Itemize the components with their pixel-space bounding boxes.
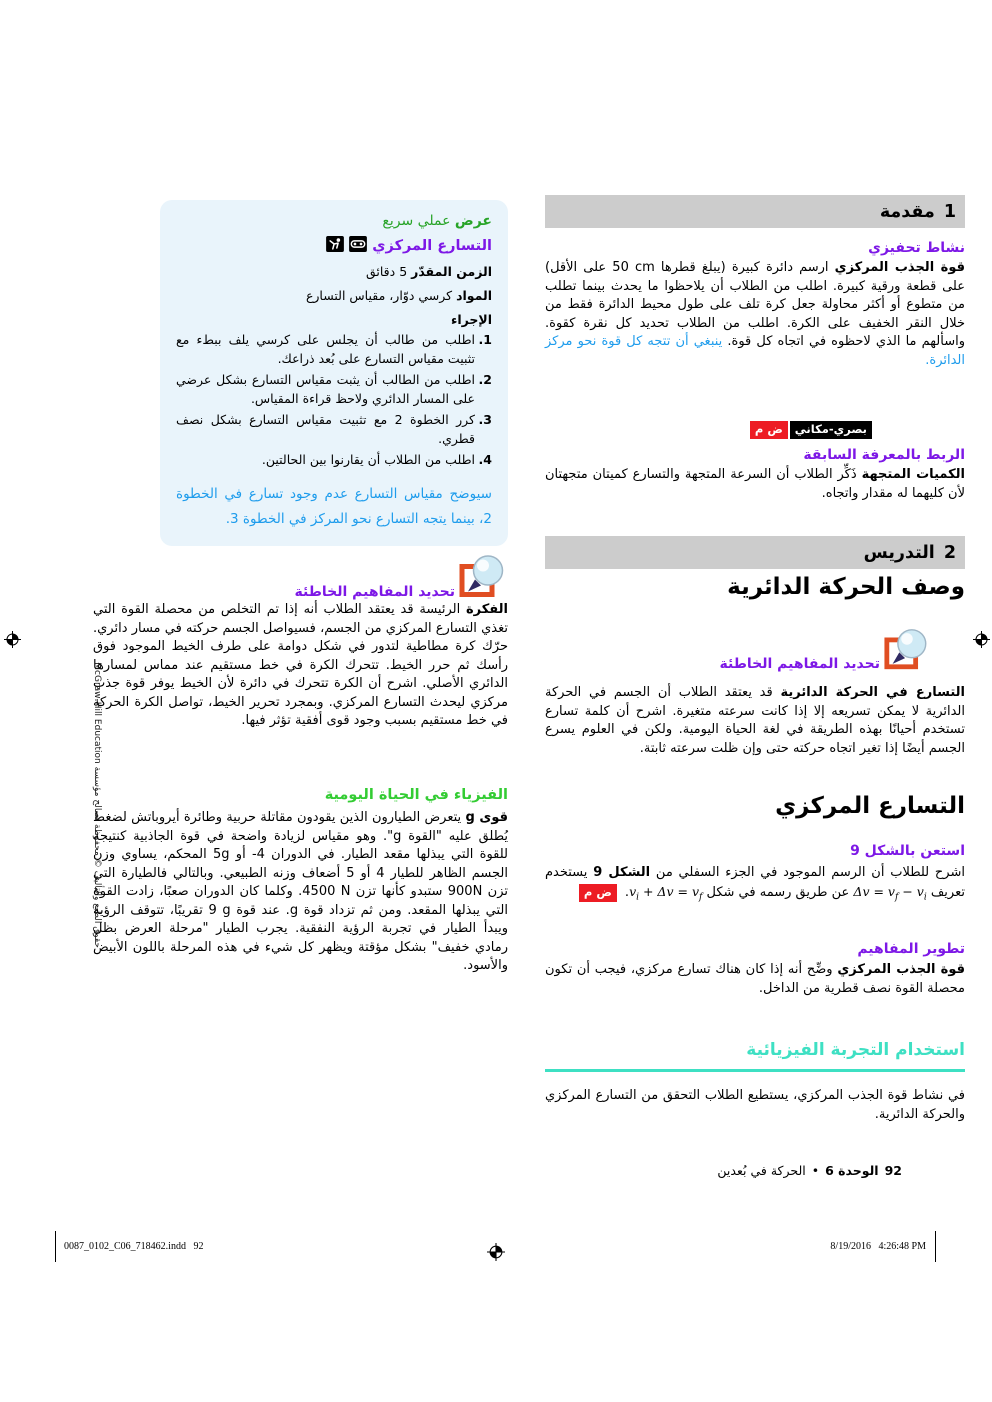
section-bar-introduction bbox=[545, 195, 965, 228]
develop-concepts-lead: قوة الجذب المركزي bbox=[837, 962, 965, 977]
activity-paragraph bbox=[545, 259, 965, 370]
crop-bar-left bbox=[55, 1231, 56, 1262]
magnifier-icon bbox=[458, 553, 508, 604]
chapter-title: الحركة في بُعدين bbox=[717, 1163, 806, 1178]
print-filename: 0087_0102_C06_718462.indd 92 bbox=[64, 1241, 204, 1252]
misconception-paragraph bbox=[545, 684, 965, 758]
section-title: مقدمة bbox=[879, 201, 935, 222]
demo-kicker-lead: عرض bbox=[454, 213, 492, 229]
misconception-heading: تحديد المفاهيم الخاطئة bbox=[719, 656, 880, 672]
figure9-text: . bbox=[620, 884, 630, 900]
unit-label: الوحدة 6 bbox=[825, 1163, 879, 1178]
main-idea-lead: الفكرة bbox=[465, 602, 508, 617]
standard-badge: ض م bbox=[579, 884, 617, 902]
demo-step-1: 1. اطلب من طالب أن يجلس على كرسي يلف ببطء مع تثبيت مقياس التسارع على بُعد ذراعك. bbox=[176, 332, 492, 366]
demo-step-3: 3. كرر الخطوة 2 مع تثبيت مقياس التسارع بشكل نصف قطري. bbox=[176, 412, 492, 446]
section-number: 2 bbox=[943, 542, 956, 563]
section-title: التدريس bbox=[863, 542, 935, 563]
prior-knowledge-lead: الكميات المتجهة bbox=[861, 467, 965, 482]
safety-goggles-icon bbox=[349, 236, 367, 256]
section-bar-teach bbox=[545, 536, 965, 569]
misconception-heading: تحديد المفاهيم الخاطئة bbox=[294, 584, 455, 600]
demo-title-row bbox=[176, 236, 492, 256]
prior-knowledge-paragraph bbox=[545, 466, 965, 503]
activity-heading: نشاط تحفيزي bbox=[868, 240, 965, 256]
misconception-paragraph bbox=[93, 601, 508, 731]
learning-style-badge: بصري-مكاني bbox=[790, 421, 872, 439]
figure9-text: اشرح للطلاب أن الرسم الموجود في الجزء السفلي من bbox=[650, 865, 965, 880]
activity-answer-text: ينبغي أن تتجه كل قوة نحو مركز الدائرة. bbox=[545, 334, 965, 368]
demo-expected-result: سيوضح مقياس التسارع عدم وجود تسارع في الخطوة 2، بينما يتجه التسارع نحو المركز في الخطوة 3. bbox=[176, 485, 492, 527]
figure9-ref: الشكل 9 bbox=[593, 865, 651, 880]
misconception-header bbox=[93, 553, 508, 604]
activity-lead: قوة الجذب المركزي bbox=[834, 260, 965, 275]
topic-title: التسارع المركزي bbox=[775, 793, 965, 819]
registration-crosshair-icon bbox=[487, 1243, 505, 1265]
demo-kicker bbox=[176, 213, 492, 229]
section-number: 1 bbox=[943, 201, 956, 222]
magnifier-icon bbox=[883, 627, 931, 676]
misconception-lead: التسارع في الحركة الدائرية bbox=[780, 685, 965, 700]
print-timestamp: 8/19/2016 4:26:48 PM bbox=[830, 1241, 926, 1252]
activity-body: ارسم دائرة كبيرة (يبلغ قطرها ‪50 cm‬ على الأقل) على قطعة ورقية كبيرة. اطلب من الطلاب أن يلاحظوا ما يحدث بينما تطلب من متطوع أو أكثر محاولة جعل كرة تلف على طول محيط الدائرة فقط من خلال النقر الخفيف على الكرة. اطلب من الطلاب تحديد كل نقرة كقوة. واسألهم ما الذي لاحظوه في اتجاه كل قوة. bbox=[545, 260, 965, 349]
standard-badge: ض م bbox=[750, 421, 788, 439]
demo-steps bbox=[176, 331, 492, 470]
page-number: 92 bbox=[884, 1163, 902, 1178]
footer-separator: • bbox=[811, 1163, 820, 1178]
g-forces-lead: قوى g bbox=[465, 810, 508, 825]
figure9-text: يستخدم تعريف bbox=[545, 865, 965, 900]
misconception-body: قد يعتقد الطلاب أنه إذا تم التخلص من محصلة القوة التي تغذي التسارع المركزي من الجسم، فسيواصل الجسم حركته في مسار دائري. حرّك كرة مطاطية لتدور في شكل دوامة على طرف الخيط الموجود فوق رأسك ثم حرر الخيط. تتحرك الكرة في خط مستقيم عند مماس لمسارها الدائري الأصلي. اشرح أن الكرة تتحرك في دائرة لأن الخيط يوفر قوة جذب مركزي ليحدث التسارع المركزي. وبمجرد تحرير الخيط، تواصل الكرة الحركة في خط مستقيم بسبب وجود قوى أفقية تؤثر فيها. bbox=[93, 602, 508, 728]
delta-v-formula: $\Delta v = v_f - v_i$ bbox=[853, 883, 927, 902]
registration-crosshair-icon bbox=[973, 631, 990, 652]
misconception-header bbox=[720, 627, 932, 676]
page-footer bbox=[717, 1163, 902, 1178]
demo-time: الزمن المقدّر 5 دقائق bbox=[365, 264, 492, 279]
physics-lab-heading: استخدام التجربة الفيزيائية bbox=[545, 1040, 965, 1072]
misconception-body: قد يعتقد الطلاب أن الجسم في الحركة الدائرية لا يمكن تسريعه إلا إذا كانت سرعته متغيرة. اشرح أن كلمة تسارع تستخدم أحيانًا بهذه الطريقة في لغة الحياة اليومية. ولكن في العلوم يسرع الجسم أيضًا إذا تغير اتجاه حركته حتى وإن ظلت سرعته ثابتة. bbox=[545, 685, 965, 756]
g-forces-body: يتعرض الطيارون الذين يقودون مقاتلة حربية وطائرة أيروباتش لضغط يُطلق عليه "القوة g". وهو مقياس لزيادة واضحة في قوة الجاذبية كنتيجة للقوة التي يبذلها مقعد الطيار. في الدوران ‪-4‬ أو ‪5g‬ المحكم، يساوي وزن الجسم الظاهر للطيار 4 أو 5 أضعاف وزنه الطبيعي. وبالتالي فالطيارة التي تزن ‪900N‬ ستبدو كأنها تزن ‪4500 N‬. وكلما كان الدوران صعبًا، زادت القوة التي يبذلها المقعد. ومن ثم تزداد قوة g. عند قوة ‪9 g‬ تقريبًا، تتوقف الرؤية ويبدأ الطيار في تجربة الرؤية النفقية. يجرب الطيار "مرحلة العرض بظل رمادي خفيف" بشكل مؤقتة ويظهر كل شيء في هذه المرحلة باللون الأبيض والأسود. bbox=[93, 810, 509, 973]
develop-concepts-body: وضِّح أنه إذا كان هناك تسارع مركزي، فيجب أن تكون محصلة القوة نصف قطرية من الداخل. bbox=[545, 962, 965, 996]
vector-sum-formula: $v_i + \Delta v = v_f$ bbox=[629, 883, 703, 902]
develop-concepts-paragraph bbox=[545, 961, 965, 998]
figure9-paragraph bbox=[545, 864, 965, 907]
quick-demo-box bbox=[160, 200, 508, 546]
everyday-physics-heading: الفيزياء في الحياة اليومية bbox=[324, 787, 508, 803]
figure9-heading: استعن بالشكل 9 bbox=[850, 843, 965, 859]
physics-lab-paragraph: في نشاط قوة الجذب المركزي، يستطيع الطلاب التحقق من التسارع المركزي والحركة الدائرية. bbox=[545, 1088, 965, 1122]
demo-procedure-label: الإجراء bbox=[450, 312, 492, 327]
develop-concepts-heading: تطوير المفاهيم bbox=[857, 941, 965, 957]
textbook-page: 1 مقدمة نشاط تحفيزي قوة الجذب المركزي ارسم دائرة كبيرة (يبلغ قطرها ‪50 cm‬ على الأقل) على قطعة ورقية كبيرة. اطلب من الطلاب أن يلاحظوا ما يحدث بينما تطلب من متطوع أو أكثر محاولة جعل كرة تلف على طول محيط الدائرة فقط من خلال النقر الخفيف على الكرة. اطلب من الطلاب تحديد كل نقرة كقوة. واسألهم ما الذي لاحظوه في اتجاه كل قوة. ينبغي أن تتجه كل قوة نحو مركز الدائرة. بصري-مكاني ض م الربط بالمعرفة السابقة الكميات المتجهة ذَكِّر الطلاب أن السرعة المتجهة والتسارع كميتان متجهتان لأن كليهما له مقدار واتجاه. 2 التدريس وصف الحركة الدائرية تحديد المفاهيم الخاطئة التسارع في الحركة الدائرية قد يعتقد الطلاب أن الجسم في الحركة الدائرية لا يمكن تسريعه إلا إذا كانت سرعته متغيرة. اشرح أن كلمة تسارع تستخدم أحيانًا بهذه الطريقة في لغة الحياة اليومية. ولكن في العلوم يسرع الجسم أيضًا إذا تغير اتجاه حركته حتى وإن ظلت سرعته ثابتة. التسارع المركزي استعن بالشكل 9 اشرح للطلاب أن الرسم الموجود في الجزء السفلي من الشكل 9 يستخدم تعريف $\Delta v = v_f - v_i$ عن طريق رسمه في شكل $v_i + \Delta v = v_f$. ض م تطوير المفاهيم قوة الجذب المركزي وضِّح أنه إذا كان هناك تسارع مركزي، فيجب أن تكون محصلة القوة نصف قطرية من الداخل. استخدام التجربة الفيزيائية في نشاط قوة الجذب المركزي، يستطيع الطلاب التحقق من التسارع المركزي والحركة الدائرية. عرض عملي سريع التسارع المركزي الزمن المقدّر 5 دقائق المواد كرسي دوّار، مقياس التسارع الإجراء 1. اطلب من طالب أن يجلس على كرسي يلف ببطء مع تثبيت مقياس التسارع على بُعد ذراعك. 2. اطلب من الطالب أن يثبت مقياس التسارع بشكل عرضي على المسار الدائري ولاحظ قراءة المقياس. 3. كرر الخطوة 2 مع تثبيت مقياس التسارع بشكل نصف قطري. 4. اطلب من الطلاب أن يقارنوا بين الحالتين. سيوضح مقياس التسارع عدم وجود تسارع في الخطوة 2، بينما يتجه التسارع نحو المركز في الخطوة 3. تحديد المفاهيم الخاطئة الفكرة الرئيسة قد يعتقد الطلاب أنه إذا تم التخلص من محصلة القوة التي تغذي التسارع المركزي من الجسم، فسيواصل الجسم حركته في مسار دائري. حرّك كرة مطاطية لتدور في شكل دوامة على طرف الخيط الموجود فوق رأسك ثم حرر الخيط. تتحرك الكرة في خط مستقيم عند مماس لمسارها الدائري الأصلي. اشرح أن الكرة تتحرك في دائرة لأن الخيط يوفر قوة جذب مركزي ليحدث التسارع المركزي. وبمجرد تحرير الخيط، تواصل الكرة الحركة في خط مستقيم بسبب وجود قوى أفقية تؤثر فيها. الفيزياء في الحياة اليومية قوى g يتعرض الطيارون الذين يقودون مقاتلة حربية وطائرة أيروباتش لضغط يُطلق عليه "القوة g". وهو مقياس لزيادة واضحة في قوة الجاذبية كنتيجة للقوة التي يبذلها مقعد الطيار. في الدوران ‪-4‬ أو ‪5g‬ المحكم، يساوي وزن الجسم الظاهر للطيار 4 أو 5 أضعاف وزنه الطبيعي. وبالتالي فالطيارة التي تزن ‪900N‬ ستبدو كأنها تزن ‪4500 N‬. وكلما كان الدوران صعبًا، زادت القوة التي يبذلها المقعد. ومن ثم تزداد قوة g. عند قوة ‪9 g‬ تقريبًا، تتوقف الرؤية ويبدأ الطيار في تجربة الرؤية النفقية. يجرب الطيار "مرحلة العرض بظل رمادي خفيف" بشكل مؤقتة ويظهر كل شيء في هذه المرحلة باللون الأبيض والأسود. 92 الوحدة 6 • الحركة في بُعدين حقوق الطبع والتأليف © محفوظة لصالح مؤسسة McGraw-Hill Education 0087_0102_C06_718462.indd 92 8/19/2016 4:26:48 PM bbox=[0, 0, 992, 1402]
demo-step-4: 4. اطلب من الطلاب أن يقارنوا بين الحالتين. bbox=[261, 452, 492, 467]
figure9-text: عن طريق رسمه في شكل bbox=[702, 884, 854, 900]
side-column bbox=[93, 0, 508, 1402]
demo-materials: المواد كرسي دوّار، مقياس التسارع bbox=[305, 288, 492, 303]
prior-knowledge-body: ذَكِّر الطلاب أن السرعة المتجهة والتسارع كميتان متجهتان لأن كليهما له مقدار واتجاه. bbox=[545, 467, 965, 501]
main-idea-lead2: الرئيسة bbox=[419, 602, 466, 617]
main-column bbox=[545, 0, 965, 1402]
demo-title: التسارع المركزي bbox=[372, 238, 492, 254]
registration-crosshair-icon bbox=[4, 631, 21, 652]
lesson-title: وصف الحركة الدائرية bbox=[727, 574, 965, 600]
demo-step-2: 2. اطلب من الطالب أن يثبت مقياس التسارع بشكل عرضي على المسار الدائري ولاحظ قراءة المقياس. bbox=[176, 372, 492, 406]
standards-badges bbox=[750, 421, 872, 439]
demo-kicker-rest: عملي سريع bbox=[382, 213, 455, 229]
crop-bar-right bbox=[935, 1231, 936, 1262]
safety-person-icon bbox=[326, 236, 344, 256]
prior-knowledge-heading: الربط بالمعرفة السابقة bbox=[803, 447, 965, 463]
everyday-physics-paragraph bbox=[93, 809, 508, 976]
